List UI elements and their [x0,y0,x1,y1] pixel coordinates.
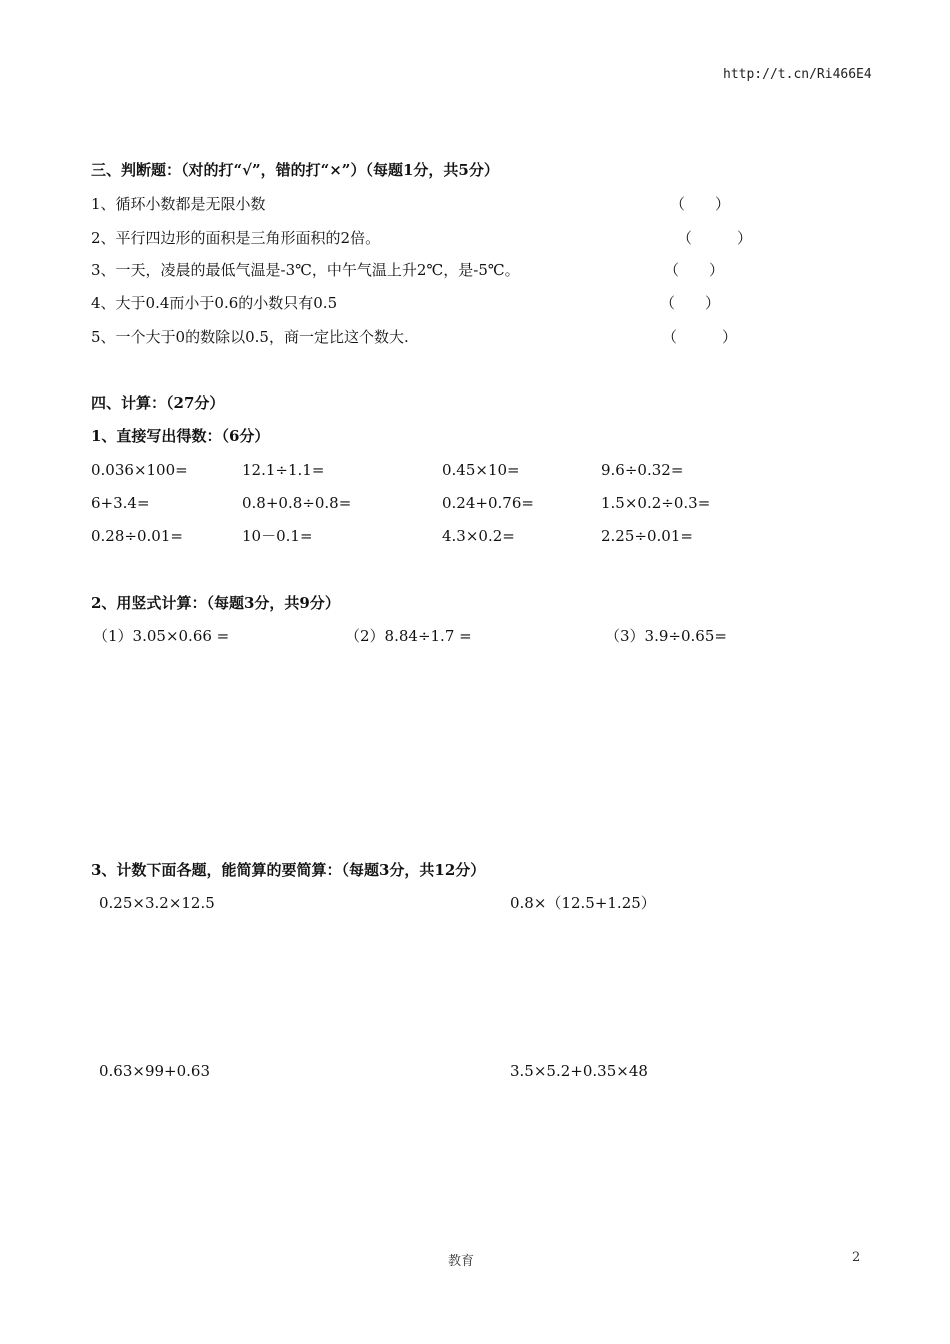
oral-calc-r3c2: 10－0.1= [242,527,313,545]
oral-calc-r1c4: 9.6÷0.32= [601,461,684,479]
simplify-calc-1: 0.25×3.2×12.5 [99,894,215,912]
simplify-calc-4: 3.5×5.2+0.35×48 [510,1062,648,1080]
oral-calc-r1c1: 0.036×100= [91,461,188,479]
simplify-calc-2: 0.8×（12.5+1.25） [510,894,656,912]
section3-title: 三、判断题：（对的打“√”，错的打“×”）（每题1分，共5分） [91,161,499,179]
judge-answer-1[interactable]: （ ） [670,195,731,213]
oral-calc-r3c3: 4.3×0.2= [442,527,515,545]
part1-title: 1、直接写出得数：（6分） [91,427,270,445]
simplify-calc-3: 0.63×99+0.63 [99,1062,211,1080]
oral-calc-r2c2: 0.8+0.8÷0.8= [242,494,352,512]
judge-item-3: 3、一天，凌晨的最低气温是-3℃，中午气温上升2℃，是-5℃。 [91,261,520,279]
vertical-calc-2: （2）8.84÷1.7 = [345,627,472,645]
judge-item-5: 5、一个大于0的数除以0.5，商一定比这个数大. [91,328,409,346]
judge-answer-3[interactable]: （ ） [664,261,725,279]
header-url: http://t.cn/Ri466E4 [723,67,872,82]
section4-title: 四、计算：（27分） [91,394,225,412]
oral-calc-r2c1: 6+3.4= [91,494,150,512]
oral-calc-r1c3: 0.45×10= [442,461,520,479]
footer-label: 教育 [448,1254,475,1269]
judge-answer-5[interactable]: （ ） [662,328,738,346]
oral-calc-r3c1: 0.28÷0.01= [91,527,183,545]
oral-calc-r2c3: 0.24+0.76= [442,494,534,512]
oral-calc-r2c4: 1.5×0.2÷0.3= [601,494,711,512]
judge-answer-2[interactable]: （ ） [677,229,753,247]
page-number: 2 [852,1250,861,1265]
oral-calc-r1c2: 12.1÷1.1= [242,461,325,479]
part3-title: 3、计数下面各题，能简算的要简算：（每题3分，共12分） [91,861,486,879]
judge-item-1: 1、循环小数都是无限小数 [91,195,266,213]
judge-item-2: 2、平行四边形的面积是三角形面积的2倍。 [91,229,381,247]
vertical-calc-1: （1）3.05×0.66 = [93,627,230,645]
part2-title: 2、用竖式计算：（每题3分，共9分） [91,594,340,612]
judge-item-4: 4、大于0.4而小于0.6的小数只有0.5 [91,294,338,312]
oral-calc-r3c4: 2.25÷0.01= [601,527,693,545]
vertical-calc-3: （3）3.9÷0.65= [605,627,727,645]
judge-answer-4[interactable]: （ ） [660,294,721,312]
